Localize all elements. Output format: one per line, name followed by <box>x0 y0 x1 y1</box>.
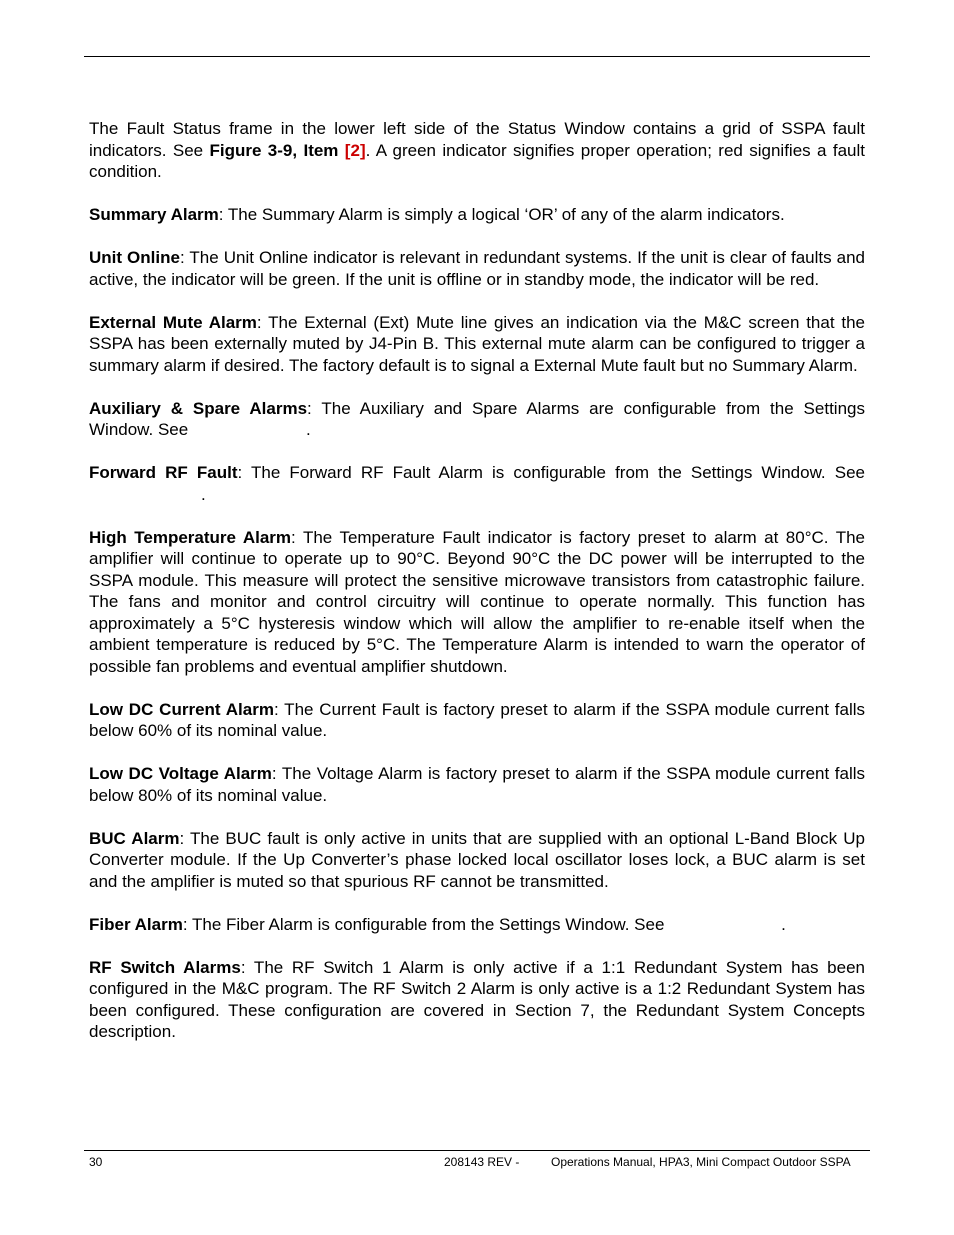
rf-switch-paragraph: RF Switch Alarms: The RF Switch 1 Alarm is only active if a 1:1 Redundant System has been configured in the M&C program. The RF Switch 2 Alarm is only active is a 1:2 Redundant System has been configured. These configuration are covered in Section 7, the Redundant System Concepts description. <box>89 957 865 1041</box>
external-mute-title: External Mute Alarm <box>89 312 257 332</box>
page-number: 30 <box>89 1155 103 1169</box>
summary-alarm-paragraph: Summary Alarm: The Summary Alarm is simply a logical ‘OR’ of any of the alarm indicators. <box>89 205 785 224</box>
figure-reference[interactable]: Figure 3-9, Item <box>209 140 345 160</box>
header-rule <box>84 56 870 57</box>
fiber-title: Fiber Alarm <box>89 914 183 934</box>
forward-rf-title: Forward RF Fault <box>89 463 238 482</box>
page-body <box>89 118 865 1064</box>
footer-rule <box>84 1150 870 1151</box>
document-number: 208143 REV - <box>444 1155 520 1169</box>
aux-spare-paragraph: Auxiliary & Spare Alarms: The Auxiliary and Spare Alarms are configurable from the Settings Window. See . <box>89 398 865 439</box>
external-mute-paragraph: External Mute Alarm: The External (Ext) Mute line gives an indication via the M&C screen that the SSPA has been externally muted by J4-Pin B. This external mute alarm can be configured to trigger a summary alarm if desired. The factory default is to signal a External Mute fault but no Summary Alarm. <box>89 312 865 375</box>
low-current-title: Low DC Current Alarm <box>89 699 274 719</box>
low-current-paragraph: Low DC Current Alarm: The Current Fault is factory preset to alarm if the SSPA module current falls below 60% of its nominal value. <box>89 699 865 740</box>
intro-paragraph: The Fault Status frame in the lower left side of the Status Window contains a grid of SSPA fault indicators. See Figure 3-9, Item [2]. A green indicator signifies proper operation; red signifies a fault condition. <box>89 119 865 181</box>
unit-online-paragraph: Unit Online: The Unit Online indicator is relevant in redundant systems. If the unit is clear of faults and active, the indicator will be green. If the unit is offline or in standby mode, the indicator will be red. <box>89 248 865 289</box>
high-temp-title: High Temperature Alarm <box>89 527 292 547</box>
manual-title: Operations Manual, HPA3, Mini Compact Outdoor SSPA <box>551 1155 851 1169</box>
low-voltage-paragraph: Low DC Voltage Alarm: The Voltage Alarm is factory preset to alarm if the SSPA module current falls below 80% of its nominal value. <box>89 764 865 805</box>
fiber-paragraph: Fiber Alarm: The Fiber Alarm is configurable from the Settings Window. See . <box>89 914 786 934</box>
low-voltage-title: Low DC Voltage Alarm <box>89 764 272 783</box>
rf-switch-title: RF Switch Alarms <box>89 957 241 977</box>
unit-online-title: Unit Online <box>89 248 180 267</box>
forward-rf-paragraph: Forward RF Fault: The Forward RF Fault Alarm is configurable from the Settings Window. See . <box>89 463 865 504</box>
buc-title: BUC Alarm <box>89 828 180 848</box>
aux-spare-title: Auxiliary & Spare Alarms <box>89 398 308 418</box>
item-number: 2 <box>350 140 360 160</box>
high-temp-paragraph: High Temperature Alarm: The Temperature Fault indicator is factory preset to alarm at 80°C. The amplifier will continue to operate up to 90°C. Beyond 90°C the DC power will be interrupted to the SSPA module. This measure will protect the sensitive microwave transistors from catastrophic failure. The fans and monitor and control circuitry will continue to operate normally. This function has approximately a 5°C hysteresis window which will allow the amplifier to re-enable itself when the ambient temperature is reduced by 5°C. The Temperature Alarm is intended to warn the operator of possible fan problems and eventual amplifier shutdown. <box>89 527 865 676</box>
summary-alarm-title: Summary Alarm <box>89 205 219 224</box>
buc-paragraph: BUC Alarm: The BUC fault is only active in units that are supplied with an optional L-Band Block Up Converter module. If the Up Converter’s phase locked local oscillator loses lock, a BUC alarm is set and the amplifier is muted so that spurious RF cannot be transmitted. <box>89 828 866 891</box>
